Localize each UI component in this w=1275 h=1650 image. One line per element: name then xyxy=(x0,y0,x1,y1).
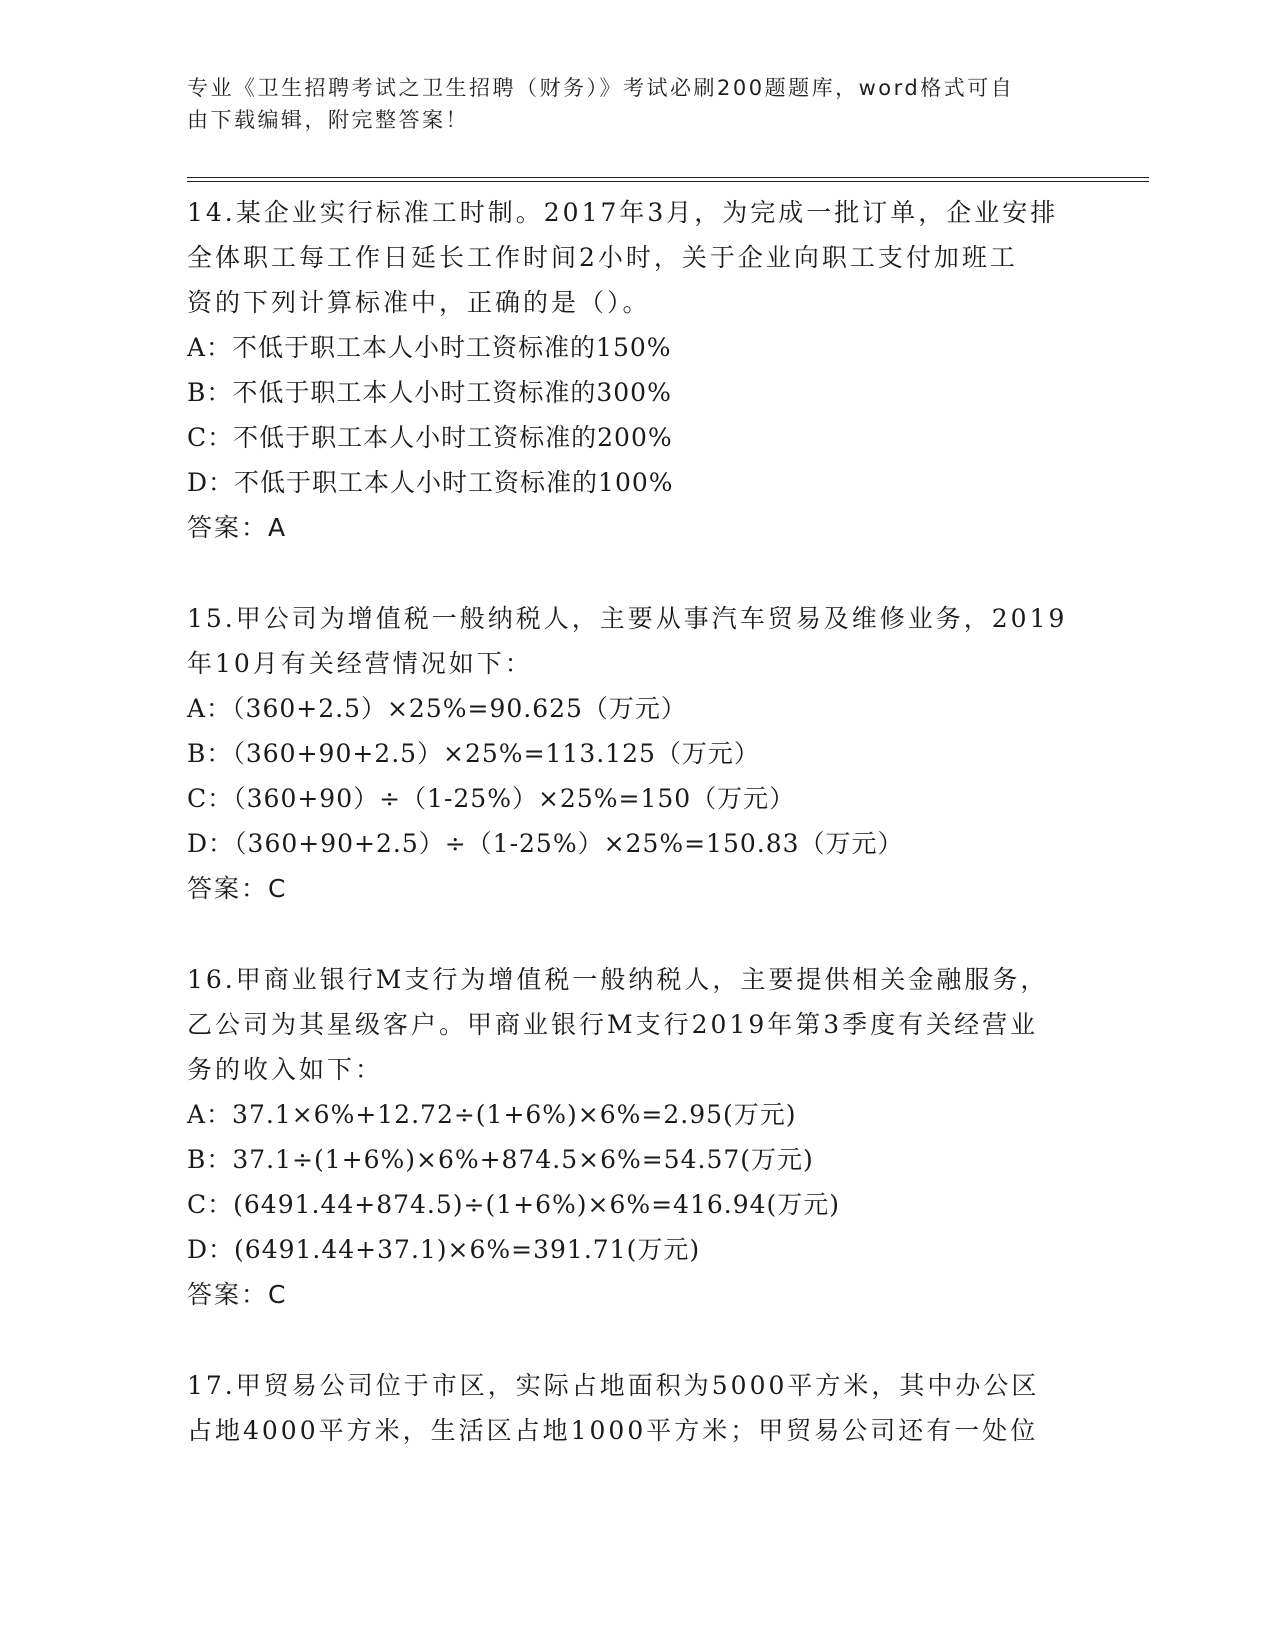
option-a: A：37.1×6%+12.72÷(1+6%)×6%=2.95(万元) xyxy=(187,1100,797,1129)
option-d: D：不低于职工本人小时工资标准的100% xyxy=(187,468,674,497)
question-text-line: 年10月有关经营情况如下： xyxy=(187,649,533,678)
question-text-line: 占地4000平方米，生活区占地1000平方米；甲贸易公司还有一处位 xyxy=(187,1416,1039,1445)
option-c: C：(6491.44+874.5)÷(1+6%)×6%=416.94(万元) xyxy=(187,1190,841,1219)
question-text-line: 15.甲公司为增值税一般纳税人，主要从事汽车贸易及维修业务，2019 xyxy=(187,604,1068,633)
document-header xyxy=(187,72,1067,136)
question-text-line: 全体职工每工作日延长工作时间2小时，关于企业向职工支付加班工 xyxy=(187,243,1018,272)
question-text-line: 17.甲贸易公司位于市区，实际占地面积为5000平方米，其中办公区 xyxy=(187,1371,1040,1400)
option-a: A：不低于职工本人小时工资标准的150% xyxy=(187,333,672,362)
header-line-2: 由下载编辑，附完整答案！ xyxy=(187,108,469,132)
header-divider-top xyxy=(187,177,1149,178)
question-text-line: 14.某企业实行标准工时制。2017年3月，为完成一批订单，企业安排 xyxy=(187,198,1059,227)
answer-line: 答案：C xyxy=(187,874,288,903)
question-text-line: 乙公司为其星级客户。甲商业银行M支行2019年第3季度有关经营业 xyxy=(187,1010,1039,1039)
option-d: D：(6491.44+37.1)×6%=391.71(万元) xyxy=(187,1235,701,1264)
question-text-line: 务的收入如下： xyxy=(187,1055,384,1084)
answer-line: 答案：A xyxy=(187,513,288,542)
option-b: B：（360+90+2.5）×25%=113.125（万元） xyxy=(187,739,760,768)
option-c: C：不低于职工本人小时工资标准的200% xyxy=(187,423,673,452)
header-line-1: 专业《卫生招聘考试之卫生招聘（财务）》考试必刷200题题库，word格式可自 xyxy=(187,76,1015,100)
header-divider-bottom xyxy=(187,181,1149,182)
option-d: D：（360+90+2.5）÷（1-25%）×25%=150.83（万元） xyxy=(187,829,904,858)
question-list xyxy=(187,190,1087,1499)
option-c: C：（360+90）÷（1-25%）×25%=150（万元） xyxy=(187,784,796,813)
question-text-line: 资的下列计算标准中，正确的是（）。 xyxy=(187,288,651,317)
question-14 xyxy=(187,190,1087,550)
question-15 xyxy=(187,596,1087,911)
question-17 xyxy=(187,1363,1087,1453)
question-16 xyxy=(187,957,1087,1317)
option-b: B：不低于职工本人小时工资标准的300% xyxy=(187,378,672,407)
option-b: B：37.1÷(1+6%)×6%+874.5×6%=54.57(万元) xyxy=(187,1145,814,1174)
answer-line: 答案：C xyxy=(187,1280,288,1309)
question-text-line: 16.甲商业银行M支行为增值税一般纳税人，主要提供相关金融服务， xyxy=(187,965,1049,994)
option-a: A：（360+2.5）×25%=90.625（万元） xyxy=(187,694,687,723)
